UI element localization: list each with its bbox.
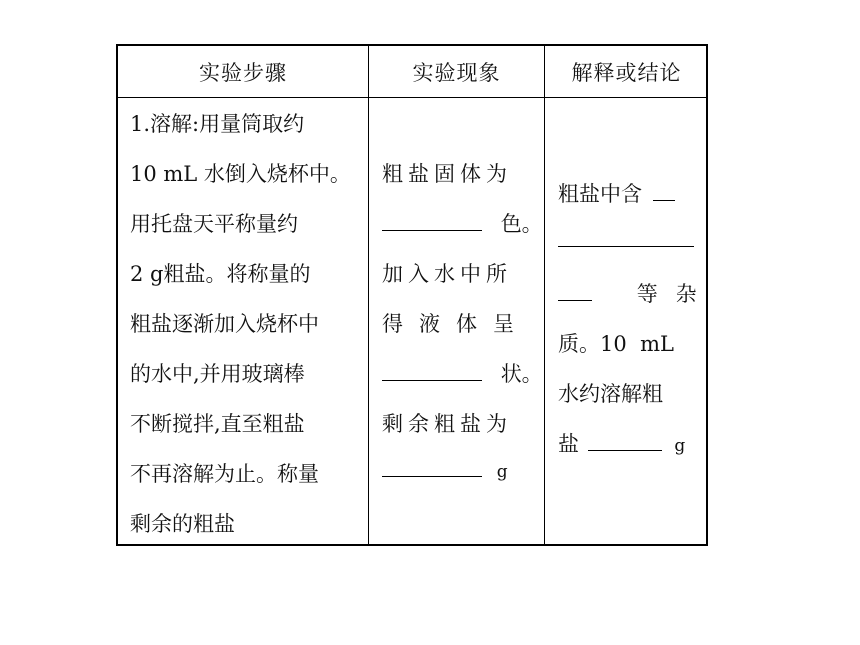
steps-line: 2 g粗盐。将称量的 [130, 262, 311, 286]
conclusion-cell [558, 98, 715, 544]
column-divider [544, 46, 545, 544]
steps-line: 不断搅拌,直至粗盐 [130, 412, 305, 436]
phenomena-line: 得液体呈 [382, 312, 530, 336]
phenomena-line-blank-state [382, 358, 543, 388]
conclusion-line-6 [558, 428, 685, 458]
conclusion-text: 粗盐中含 [558, 182, 642, 206]
conclusion-line-5: 水约溶解粗 [558, 382, 663, 406]
answer-blank [382, 378, 482, 381]
phenomena-line: 剩余粗盐为 [382, 412, 512, 436]
answer-blank [653, 198, 675, 201]
column-divider [368, 46, 369, 544]
conclusion-line-3 [558, 278, 715, 308]
phenomena-suffix: 状。 [500, 362, 543, 386]
phenomena-line: 加入水中所 [382, 262, 512, 286]
header-phenomena: 实验现象 [412, 60, 501, 85]
answer-blank [382, 474, 482, 477]
steps-line: 不再溶解为止。称量 [130, 462, 319, 486]
steps-line: 1.溶解:用量筒取约 [130, 112, 305, 136]
phenomena-line-blank-mass [382, 458, 508, 482]
steps-line: 用托盘天平称量约 [130, 212, 298, 236]
phenomena-suffix: 色。 [500, 212, 543, 236]
steps-line: 的水中,并用玻璃棒 [130, 362, 305, 386]
conclusion-line-2 [558, 228, 694, 252]
header-steps: 实验步骤 [199, 60, 287, 85]
steps-line: 10 mL 水倒入烧杯中。 [130, 162, 351, 186]
phenomena-unit: g [496, 462, 508, 482]
answer-blank [558, 298, 592, 301]
conclusion-unit: g [674, 436, 686, 456]
experiment-table [116, 44, 715, 546]
conclusion-text: 盐 [558, 432, 579, 456]
steps-line: 粗盐逐渐加入烧杯中 [130, 312, 319, 336]
phenomena-line-blank-color [382, 208, 543, 238]
phenomena-line: 粗盐固体为 [382, 162, 512, 186]
steps-cell [130, 98, 358, 544]
phenomena-cell [382, 98, 543, 544]
answer-blank [382, 228, 482, 231]
answer-blank [588, 448, 662, 451]
conclusion-line-4: 质。10 mL [558, 332, 674, 356]
conclusion-line-1 [558, 178, 675, 208]
header-conclusion: 解释或结论 [571, 60, 682, 85]
steps-line: 剩余的粗盐 [130, 512, 235, 536]
answer-blank [558, 244, 694, 247]
conclusion-text: 等杂 [636, 282, 715, 306]
